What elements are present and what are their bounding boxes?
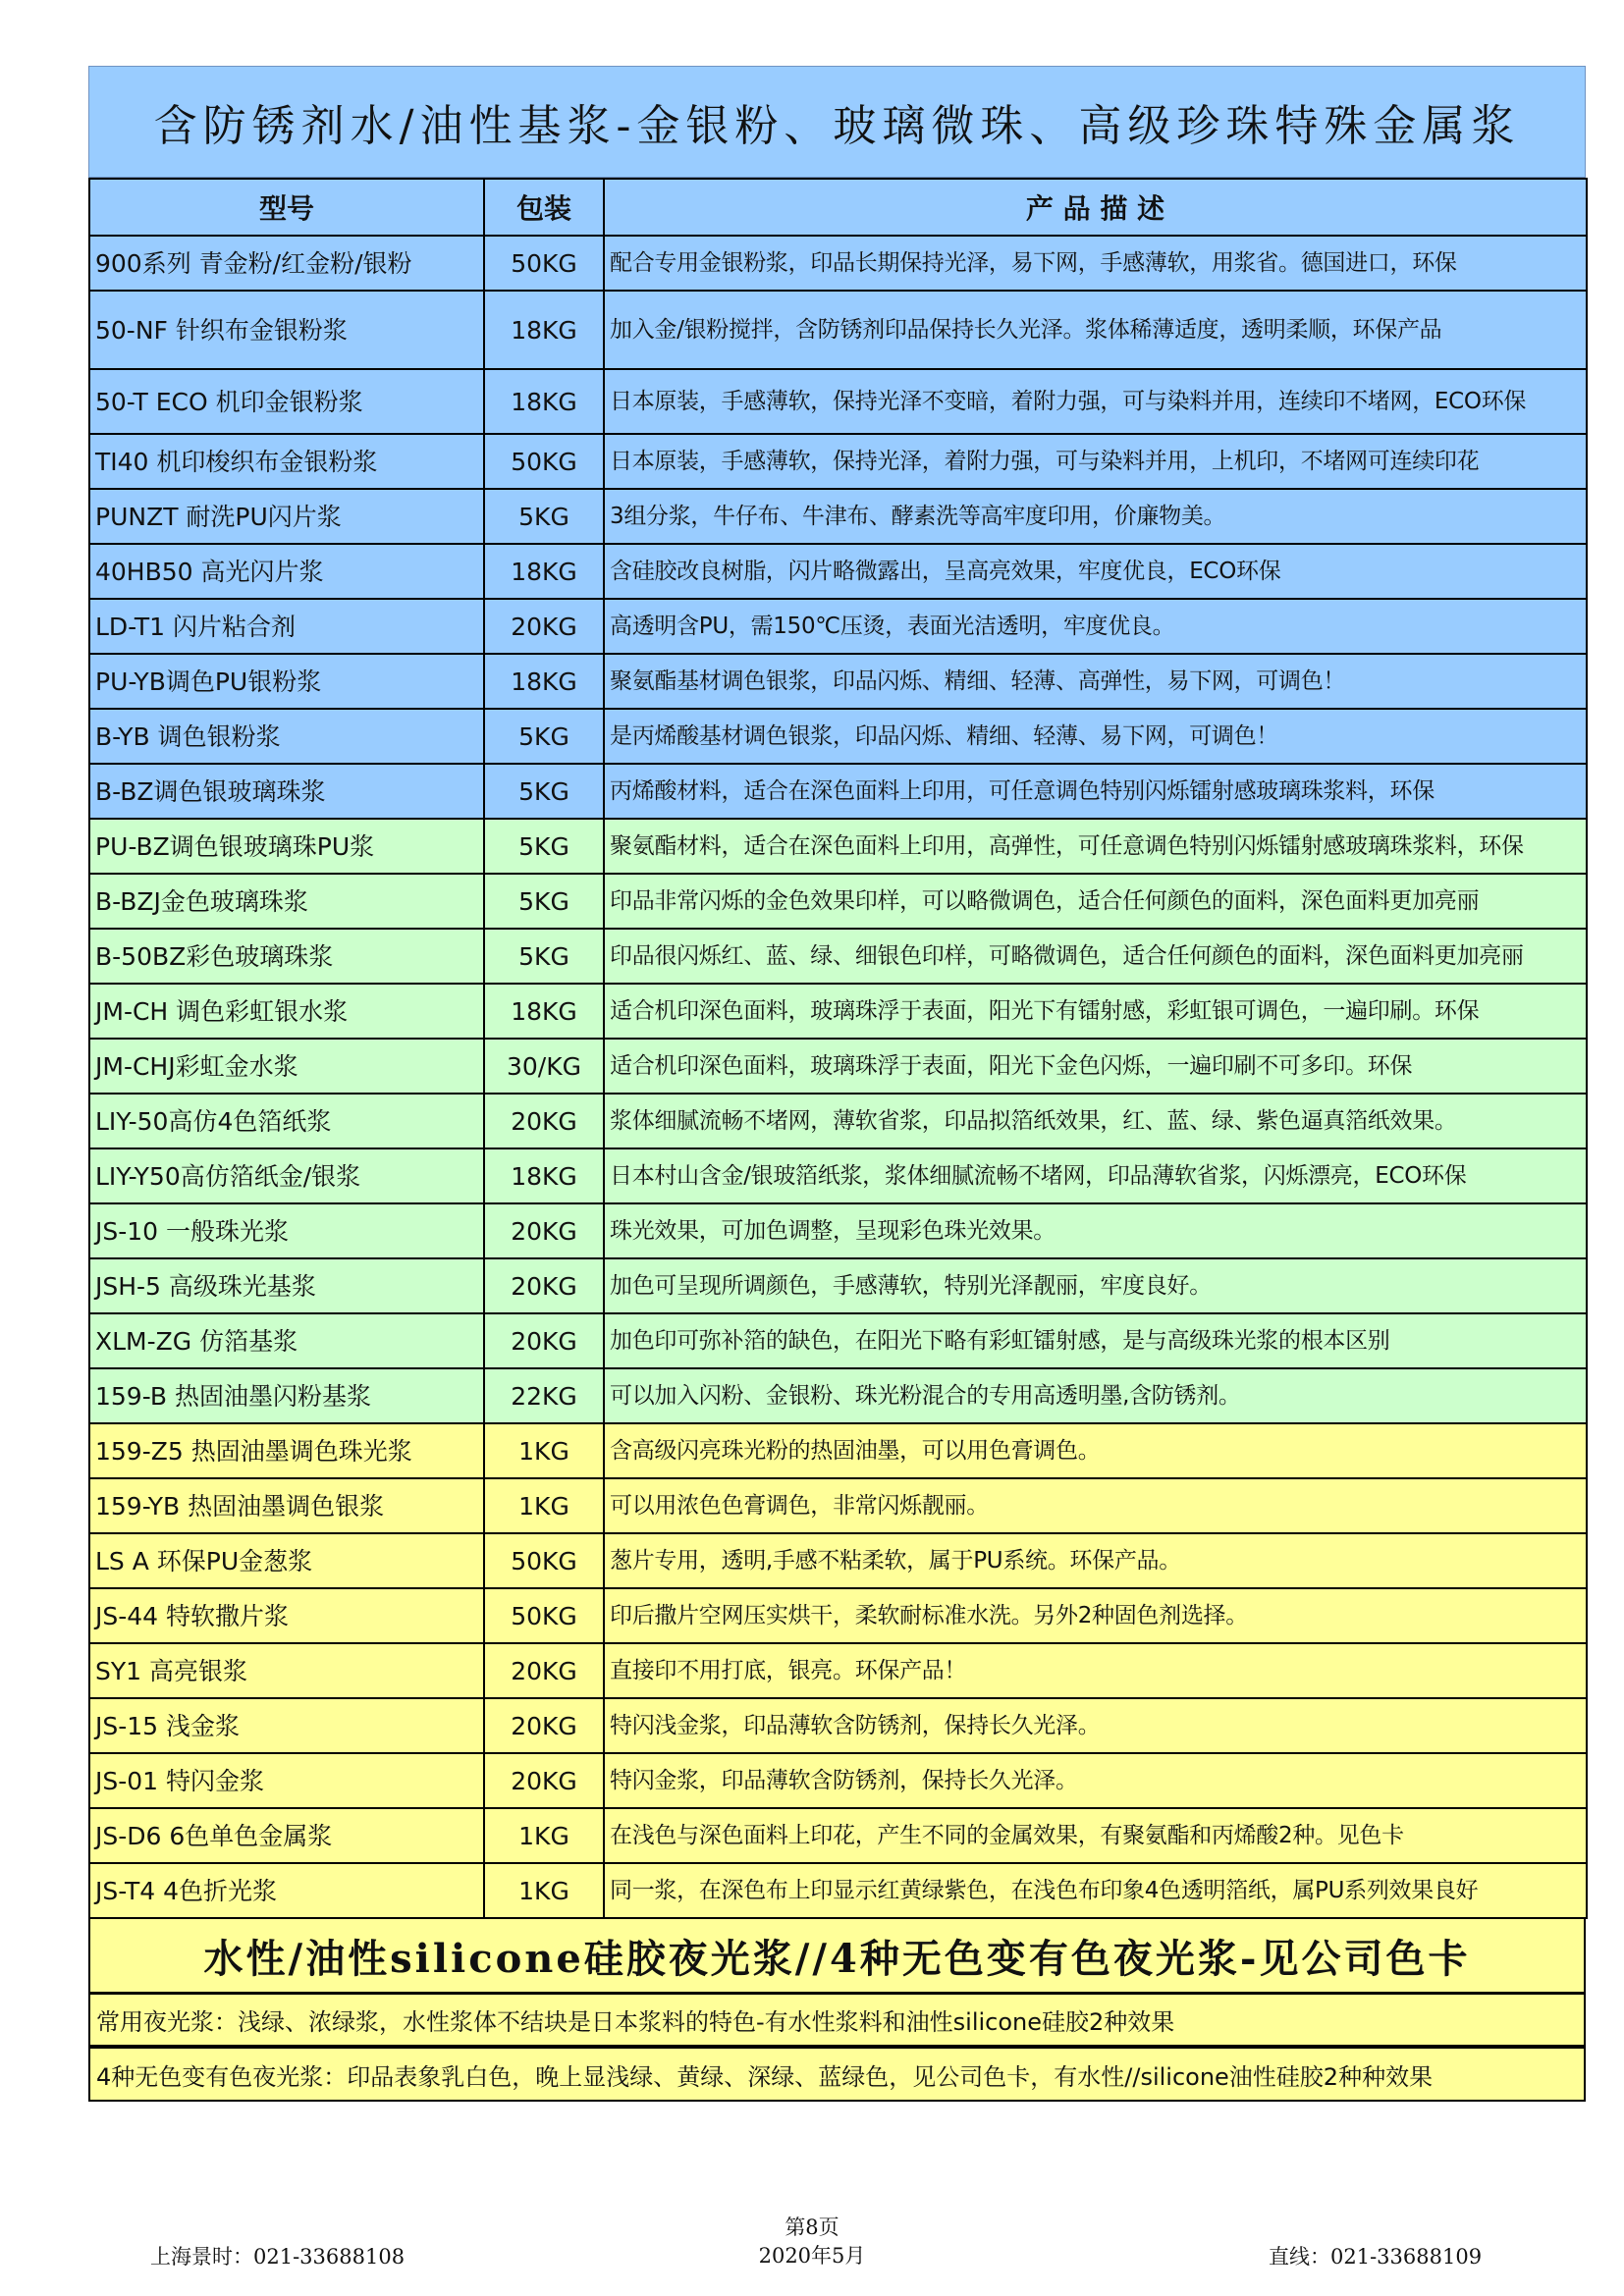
- description-cell: 配合专用金银粉浆，印品长期保持光泽，易下网，手感薄软，用浆省。德国进口，环保: [604, 236, 1587, 291]
- product-table: [88, 178, 1588, 1919]
- pack-cell: 50KG: [484, 1533, 604, 1588]
- description-cell: 可以用浓色色膏调色，非常闪烁靓丽。: [604, 1478, 1587, 1533]
- table-row: [89, 1863, 1587, 1918]
- model-cell: 159-YB 热固油墨调色银浆: [89, 1478, 484, 1533]
- model-cell: 50-NF 针织布金银粉浆: [89, 291, 484, 369]
- page-footer: [0, 2214, 1624, 2272]
- table-body: [89, 236, 1587, 1918]
- table-row: [89, 1643, 1587, 1698]
- pack-cell: 18KG: [484, 291, 604, 369]
- table-row: [89, 1258, 1587, 1313]
- description-cell: 含硅胶改良树脂，闪片略微露出，呈高亮效果，牢度优良，ECO环保: [604, 544, 1587, 599]
- pack-cell: 1KG: [484, 1478, 604, 1533]
- table-row: [89, 1588, 1587, 1643]
- description-cell: 在浅色与深色面料上印花，产生不同的金属效果，有聚氨酯和丙烯酸2种。见色卡: [604, 1808, 1587, 1863]
- model-cell: JS-15 浅金浆: [89, 1698, 484, 1753]
- model-cell: 900系列 青金粉/红金粉/银粉: [89, 236, 484, 291]
- model-cell: JM-CHJ彩虹金水浆: [89, 1039, 484, 1094]
- pack-cell: 20KG: [484, 1258, 604, 1313]
- footer-page-number: 第8页: [785, 2216, 839, 2239]
- model-cell: LIY-Y50高仿箔纸金/银浆: [89, 1148, 484, 1203]
- glow-line: 4种无色变有色夜光浆：印品表象乳白色，晚上显浅绿、黄绿、深绿、蓝绿色，见公司色卡，有水性//silicone油性硅胶2种种效果: [88, 2047, 1586, 2102]
- table-row: [89, 819, 1587, 874]
- model-cell: 40HB50 高光闪片浆: [89, 544, 484, 599]
- description-cell: 印品非常闪烁的金色效果印样，可以略微调色，适合任何颜色的面料，深色面料更加亮丽: [604, 874, 1587, 929]
- pack-cell: 5KG: [484, 929, 604, 984]
- model-cell: 159-B 热固油墨闪粉基浆: [89, 1368, 484, 1423]
- description-cell: 葱片专用，透明,手感不粘柔软，属于PU系统。环保产品。: [604, 1533, 1587, 1588]
- table-row: [89, 1368, 1587, 1423]
- model-cell: B-BZ调色银玻璃珠浆: [89, 764, 484, 819]
- glow-section-title: 水性/油性silicone硅胶夜光浆//4种无色变有色夜光浆-见公司色卡: [88, 1919, 1586, 1992]
- table-row: [89, 1203, 1587, 1258]
- table-row: [89, 236, 1587, 291]
- pack-cell: 50KG: [484, 1588, 604, 1643]
- model-cell: JS-10 一般珠光浆: [89, 1203, 484, 1258]
- header-model: 型号: [89, 179, 484, 236]
- description-cell: 聚氨酯基材调色银浆，印品闪烁、精细、轻薄、高弹性，易下网，可调色！: [604, 654, 1587, 709]
- pack-cell: 1KG: [484, 1423, 604, 1478]
- pack-cell: 5KG: [484, 874, 604, 929]
- pack-cell: 50KG: [484, 434, 604, 489]
- pack-cell: 18KG: [484, 544, 604, 599]
- description-cell: 浆体细腻流畅不堵网，薄软省浆，印品拟箔纸效果，红、蓝、绿、紫色逼真箔纸效果。: [604, 1094, 1587, 1148]
- table-row: [89, 654, 1587, 709]
- pack-cell: 5KG: [484, 819, 604, 874]
- pack-cell: 22KG: [484, 1368, 604, 1423]
- pack-cell: 30/KG: [484, 1039, 604, 1094]
- table-row: [89, 1478, 1587, 1533]
- description-cell: 特闪金浆，印品薄软含防锈剂，保持长久光泽。: [604, 1753, 1587, 1808]
- pack-cell: 18KG: [484, 984, 604, 1039]
- pack-cell: 20KG: [484, 599, 604, 654]
- table-header-row: [89, 179, 1587, 236]
- table-row: [89, 709, 1587, 764]
- pack-cell: 20KG: [484, 1203, 604, 1258]
- price-sheet: [88, 66, 1586, 2102]
- pack-cell: 5KG: [484, 764, 604, 819]
- table-row: [89, 929, 1587, 984]
- description-cell: 3组分浆，牛仔布、牛津布、酵素洗等高牢度印用，价廉物美。: [604, 489, 1587, 544]
- model-cell: B-YB 调色银粉浆: [89, 709, 484, 764]
- table-row: [89, 291, 1587, 369]
- table-row: [89, 544, 1587, 599]
- table-row: [89, 434, 1587, 489]
- page-title: 含防锈剂水/油性基浆-金银粉、玻璃微珠、高级珍珠特殊金属浆: [88, 66, 1586, 178]
- model-cell: JM-CH 调色彩虹银水浆: [89, 984, 484, 1039]
- glow-line: 常用夜光浆：浅绿、浓绿浆，水性浆体不结块是日本浆料的特色-有水性浆料和油性silicone硅胶2种效果: [88, 1992, 1586, 2047]
- model-cell: XLM-ZG 仿箔基浆: [89, 1313, 484, 1368]
- model-cell: 159-Z5 热固油墨调色珠光浆: [89, 1423, 484, 1478]
- description-cell: 高透明含PU，需150℃压烫，表面光洁透明，牢度优良。: [604, 599, 1587, 654]
- model-cell: JS-44 特软撒片浆: [89, 1588, 484, 1643]
- model-cell: JS-01 特闪金浆: [89, 1753, 484, 1808]
- pack-cell: 50KG: [484, 236, 604, 291]
- model-cell: SY1 高亮银浆: [89, 1643, 484, 1698]
- table-row: [89, 1148, 1587, 1203]
- model-cell: B-50BZ彩色玻璃珠浆: [89, 929, 484, 984]
- model-cell: LS A 环保PU金葱浆: [89, 1533, 484, 1588]
- model-cell: LIY-50高仿4色箔纸浆: [89, 1094, 484, 1148]
- table-row: [89, 1753, 1587, 1808]
- pack-cell: 18KG: [484, 654, 604, 709]
- table-row: [89, 1094, 1587, 1148]
- description-cell: 丙烯酸材料，适合在深色面料上印用，可任意调色特别闪烁镭射感玻璃珠浆料，环保: [604, 764, 1587, 819]
- model-cell: JS-T4 4色折光浆: [89, 1863, 484, 1918]
- pack-cell: 5KG: [484, 489, 604, 544]
- footer-contact-right: 直线：021-33688109: [1269, 2245, 1483, 2269]
- description-cell: 含高级闪亮珠光粉的热固油墨，可以用色膏调色。: [604, 1423, 1587, 1478]
- pack-cell: 20KG: [484, 1313, 604, 1368]
- description-cell: 直接印不用打底，银亮。环保产品！: [604, 1643, 1587, 1698]
- pack-cell: 1KG: [484, 1863, 604, 1918]
- description-cell: 加色可呈现所调颜色，手感薄软，特别光泽靓丽，牢度良好。: [604, 1258, 1587, 1313]
- model-cell: PU-BZ调色银玻璃珠PU浆: [89, 819, 484, 874]
- model-cell: B-BZJ金色玻璃珠浆: [89, 874, 484, 929]
- header-pack: 包装: [484, 179, 604, 236]
- model-cell: PU-YB调色PU银粉浆: [89, 654, 484, 709]
- model-cell: JSH-5 高级珠光基浆: [89, 1258, 484, 1313]
- model-cell: 50-T ECO 机印金银粉浆: [89, 369, 484, 434]
- pack-cell: 20KG: [484, 1753, 604, 1808]
- table-row: [89, 369, 1587, 434]
- footer-contact-left: 上海景时：021-33688108: [150, 2245, 406, 2269]
- model-cell: TI40 机印梭织布金银粉浆: [89, 434, 484, 489]
- description-cell: 加入金/银粉搅拌，含防锈剂印品保持长久光泽。浆体稀薄适度，透明柔顺，环保产品: [604, 291, 1587, 369]
- table-row: [89, 1808, 1587, 1863]
- pack-cell: 18KG: [484, 1148, 604, 1203]
- pack-cell: 18KG: [484, 369, 604, 434]
- model-cell: PUNZT 耐洗PU闪片浆: [89, 489, 484, 544]
- table-row: [89, 1313, 1587, 1368]
- table-row: [89, 984, 1587, 1039]
- pack-cell: 20KG: [484, 1698, 604, 1753]
- description-cell: 日本原装，手感薄软，保持光泽，着附力强，可与染料并用，上机印，不堵网可连续印花: [604, 434, 1587, 489]
- pack-cell: 20KG: [484, 1643, 604, 1698]
- description-cell: 聚氨酯材料，适合在深色面料上印用，高弹性，可任意调色特别闪烁镭射感玻璃珠浆料，环保: [604, 819, 1587, 874]
- description-cell: 特闪浅金浆，印品薄软含防锈剂，保持长久光泽。: [604, 1698, 1587, 1753]
- footer-date: 2020年5月: [758, 2244, 866, 2268]
- model-cell: LD-T1 闪片粘合剂: [89, 599, 484, 654]
- table-row: [89, 764, 1587, 819]
- description-cell: 加色印可弥补箔的缺色，在阳光下略有彩虹镭射感，是与高级珠光浆的根本区别: [604, 1313, 1587, 1368]
- pack-cell: 5KG: [484, 709, 604, 764]
- table-row: [89, 1039, 1587, 1094]
- header-desc: 产 品 描 述: [604, 179, 1587, 236]
- description-cell: 同一浆，在深色布上印显示红黄绿紫色，在浅色布印象4色透明箔纸，属PU系列效果良好: [604, 1863, 1587, 1918]
- description-cell: 可以加入闪粉、金银粉、珠光粉混合的专用高透明墨,含防锈剂。: [604, 1368, 1587, 1423]
- description-cell: 日本原装，手感薄软，保持光泽不变暗，着附力强，可与染料并用，连续印不堵网，ECO环保: [604, 369, 1587, 434]
- description-cell: 珠光效果，可加色调整，呈现彩色珠光效果。: [604, 1203, 1587, 1258]
- table-row: [89, 1533, 1587, 1588]
- table-row: [89, 599, 1587, 654]
- table-row: [89, 489, 1587, 544]
- table-row: [89, 874, 1587, 929]
- description-cell: 是丙烯酸基材调色银浆，印品闪烁、精细、轻薄、易下网，可调色！: [604, 709, 1587, 764]
- pack-cell: 20KG: [484, 1094, 604, 1148]
- description-cell: 印后撒片空网压实烘干，柔软耐标准水洗。另外2种固色剂选择。: [604, 1588, 1587, 1643]
- model-cell: JS-D6 6色单色金属浆: [89, 1808, 484, 1863]
- table-row: [89, 1423, 1587, 1478]
- table-row: [89, 1698, 1587, 1753]
- description-cell: 日本村山含金/银玻箔纸浆，浆体细腻流畅不堵网，印品薄软省浆，闪烁漂亮，ECO环保: [604, 1148, 1587, 1203]
- pack-cell: 1KG: [484, 1808, 604, 1863]
- description-cell: 适合机印深色面料，玻璃珠浮于表面，阳光下有镭射感，彩虹银可调色，一遍印刷。环保: [604, 984, 1587, 1039]
- description-cell: 适合机印深色面料，玻璃珠浮于表面，阳光下金色闪烁，一遍印刷不可多印。环保: [604, 1039, 1587, 1094]
- description-cell: 印品很闪烁红、蓝、绿、细银色印样，可略微调色，适合任何颜色的面料，深色面料更加亮丽: [604, 929, 1587, 984]
